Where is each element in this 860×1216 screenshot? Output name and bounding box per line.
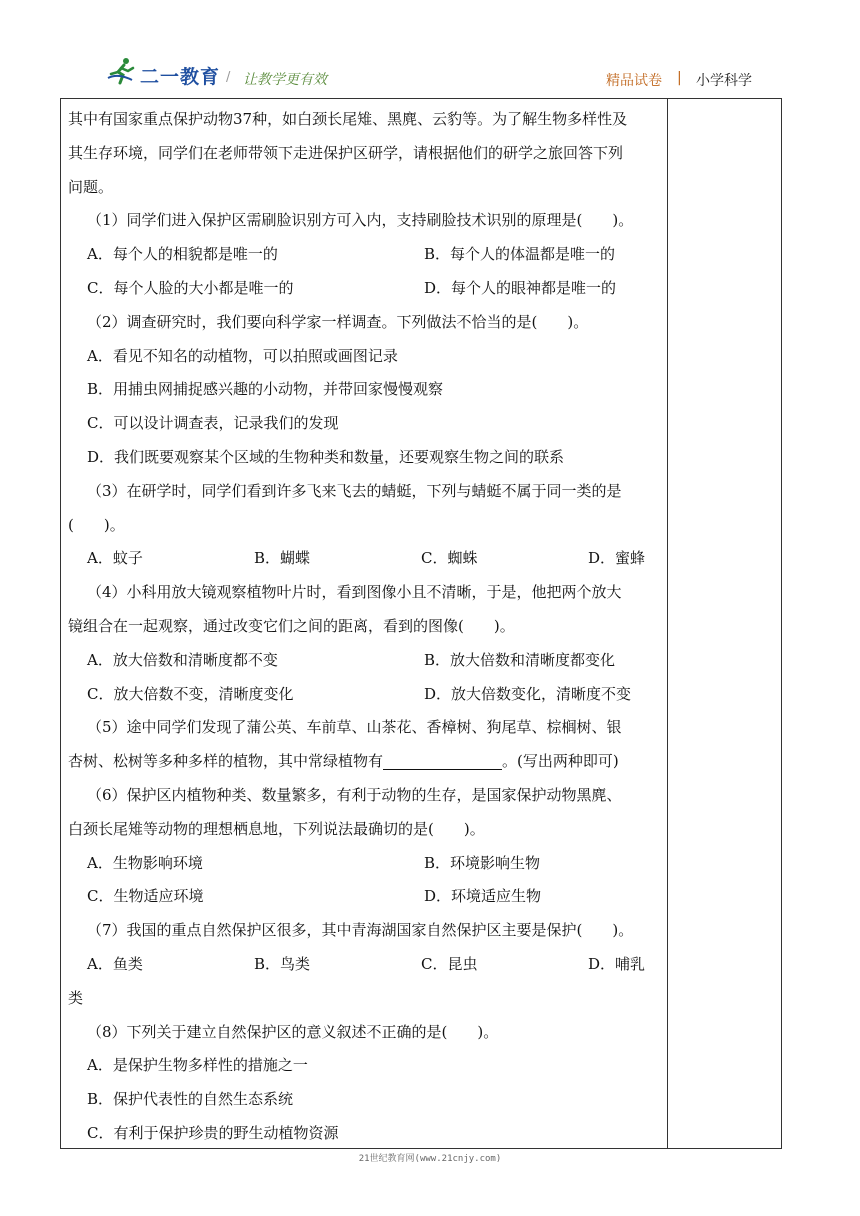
options-row: [68, 678, 660, 712]
question-3-continued: ( )。: [68, 515, 125, 534]
brand-divider: |: [677, 70, 682, 86]
question-4-continued: 镜组合在一起观察，通过改变它们之间的距离，看到的图像( )。: [68, 616, 515, 635]
option-c: C．放大倍数不变，清晰度变化: [87, 684, 294, 703]
option-d-continued: 类: [68, 988, 84, 1007]
question-1: （1）同学们进入保护区需刷脸识别方可入内，支持刷脸技术识别的原理是( )。: [87, 211, 634, 230]
slogan: 让教学更有效: [243, 72, 327, 88]
option-a: A．每个人的相貌都是唯一的: [87, 245, 278, 264]
question-5-continued: [68, 745, 660, 779]
option-b: B．用捕虫网捕捉感兴趣的小动物，并带回家慢慢观察: [87, 380, 444, 399]
option-a: A．生物影响环境: [87, 853, 203, 872]
option-d: D．哺乳: [588, 954, 646, 973]
option-b: B．保护代表性的自然生态系统: [87, 1090, 294, 1109]
table-column-divider: [667, 98, 668, 1149]
question-2: （2）调查研究时，我们要向科学家一样调查。下列做法不恰当的是( )。: [87, 312, 589, 331]
options-row: [68, 542, 660, 576]
options-row: [68, 880, 660, 914]
option-c: C．每个人脸的大小都是唯一的: [87, 278, 294, 297]
logo-separator: /: [226, 70, 231, 85]
question-5-text: 杏树、松树等多种多样的植物，其中常绿植物有: [68, 752, 384, 771]
option-d: D．蜜蜂: [588, 549, 646, 568]
option-c: C．昆虫: [421, 954, 478, 973]
option-c: C．生物适应环境: [87, 887, 204, 906]
brand-label: 精品试卷: [606, 73, 662, 89]
option-c: C．蜘蛛: [421, 549, 478, 568]
option-b: B．蝴蝶: [254, 549, 311, 568]
options-row: [68, 644, 660, 678]
passage-line: 问题。: [68, 177, 114, 196]
option-d: D．我们既要观察某个区域的生物种类和数量，还要观察生物之间的联系: [87, 447, 565, 466]
question-4: （4）小科用放大镜观察植物叶片时，看到图像小且不清晰，于是，他把两个放大: [87, 583, 622, 602]
question-5-hint: 。(写出两种即可): [502, 752, 619, 771]
option-a: A．看见不知名的动植物，可以拍照或画图记录: [87, 346, 398, 365]
option-c: C．可以设计调查表，记录我们的发现: [87, 414, 339, 433]
option-d: D．每个人的眼神都是唯一的: [424, 278, 617, 297]
question-7: （7）我国的重点自然保护区很多，其中青海湖国家自然保护区主要是保护( )。: [87, 921, 634, 940]
options-row: [68, 272, 660, 306]
passage-line: 其生存环境，同学们在老师带领下走进保护区研学，请根据他们的研学之旅回答下列: [68, 143, 624, 162]
option-b: B．鸟类: [254, 954, 311, 973]
option-c: C．有利于保护珍贵的野生动植物资源: [87, 1123, 339, 1142]
option-a: A．鱼类: [87, 954, 143, 973]
option-b: B．放大倍数和清晰度都变化: [424, 650, 616, 669]
passage-line: 其中有国家重点保护动物37种，如白颈长尾雉、黑麂、云豹等。为了解生物多样性及: [68, 110, 628, 128]
question-8: （8）下列关于建立自然保护区的意义叙述不正确的是( )。: [87, 1022, 499, 1041]
question-5: （5）途中同学们发现了蒲公英、车前草、山茶花、香樟树、狗尾草、棕榈树、银: [87, 718, 622, 737]
runner-logo-icon: [106, 56, 136, 86]
options-row: [68, 948, 660, 982]
logo-text: 二一教育: [140, 66, 221, 88]
question-6: （6）保护区内植物种类、数量繁多，有利于动物的生存，是国家保护动物黑麂、: [87, 785, 622, 804]
option-a: A．放大倍数和清晰度都不变: [87, 650, 278, 669]
subject-label: 小学科学: [696, 73, 752, 89]
page-footer: 21世纪教育网(www.21cnjy.com): [358, 1154, 502, 1164]
option-d: D．环境适应生物: [424, 887, 542, 906]
option-a: A．蚊子: [87, 549, 143, 568]
option-b: B．环境影响生物: [424, 853, 541, 872]
question-6-continued: 白颈长尾雉等动物的理想栖息地，下列说法最确切的是( )。: [68, 819, 485, 838]
answer-blank[interactable]: [383, 749, 502, 770]
options-row: [68, 847, 660, 881]
options-row: [68, 238, 660, 272]
option-d: D．放大倍数变化，清晰度不变: [424, 684, 632, 703]
page-header: [0, 0, 860, 100]
option-b: B．每个人的体温都是唯一的: [424, 245, 616, 264]
option-a: A．是保护生物多样性的措施之一: [87, 1056, 308, 1075]
question-3: （3）在研学时，同学们看到许多飞来飞去的蜻蜓，下列与蜻蜓不属于同一类的是: [87, 481, 622, 500]
question-content: [68, 103, 660, 1151]
